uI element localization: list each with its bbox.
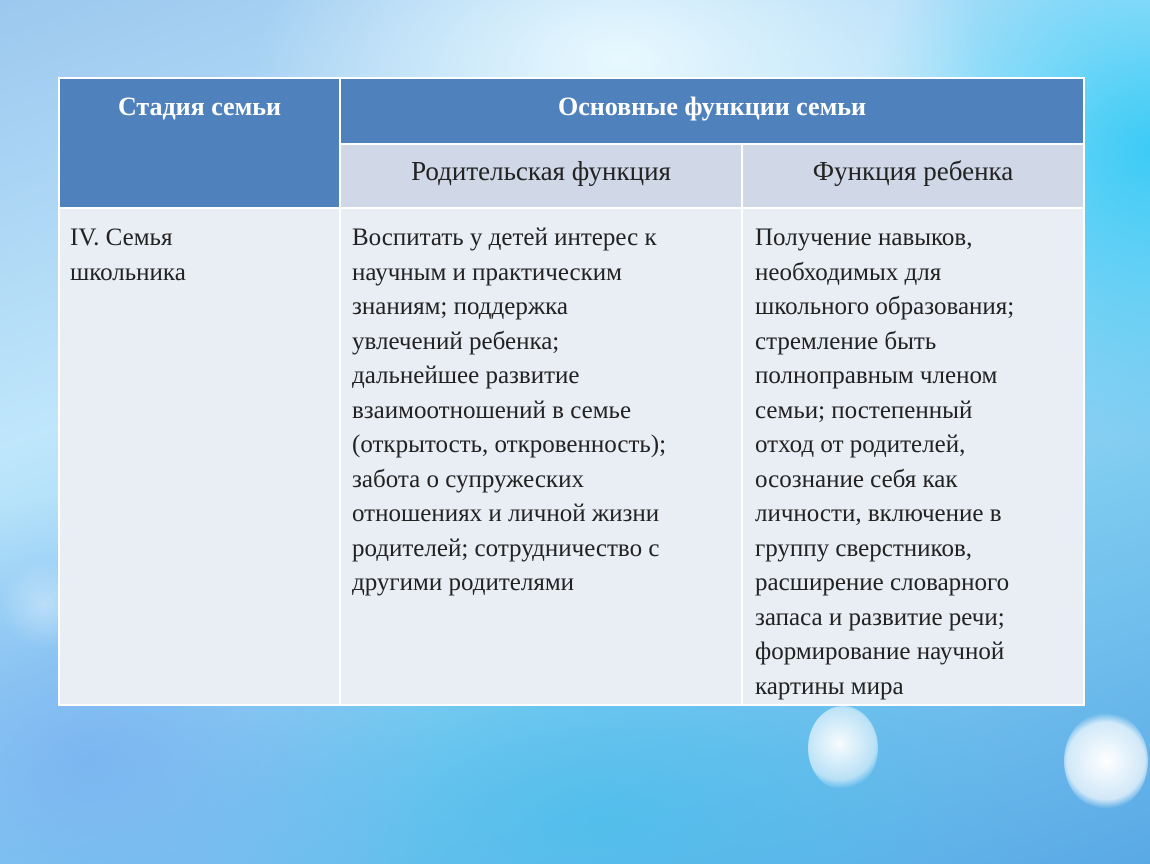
header-functions: Основные функции семьи	[340, 78, 1084, 144]
parental-function-text: Воспитать у детей интерес к научным и практическим знаниям; поддержка увлечений ребенка; дальнейшее развитие взаимоотношений в семье (открытость, откровенность); забота о супружеских отношениях и личной жизни родителей; сотрудничество с другими родителями	[352, 224, 667, 596]
child-function-text: Получение навыков, необходимых для школьного образования; стремление быть полноправным членом семьи; постепенный отход от родителей, осознание себя как личности, включение в группу сверстников, расширение словарного запаса и развитие речи; формирование научной картины мира	[755, 224, 1015, 700]
header-parental-function: Родительская функция	[340, 144, 742, 208]
header-row	[59, 78, 1084, 144]
stage-text: IV. Семья школьника	[70, 224, 186, 286]
child-function-cell	[742, 208, 1084, 705]
decorative-bubble	[808, 706, 878, 790]
family-functions-table	[58, 77, 1085, 706]
header-stage: Стадия семьи	[59, 78, 340, 208]
stage-cell	[59, 208, 340, 705]
parental-function-cell	[340, 208, 742, 705]
table-row	[59, 208, 1084, 705]
header-child-function: Функция ребенка	[742, 144, 1084, 208]
decorative-bubble	[1064, 712, 1148, 810]
